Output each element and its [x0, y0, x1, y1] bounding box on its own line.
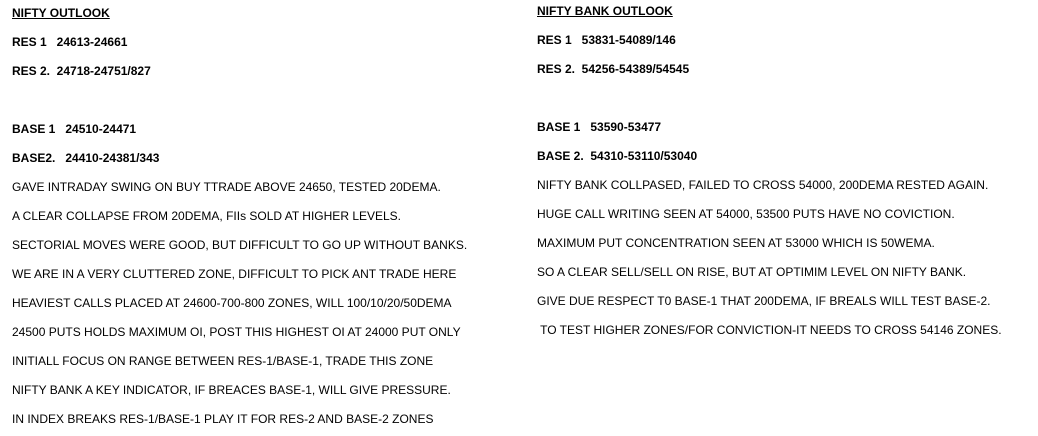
nifty-note: NIFTY BANK A KEY INDICATOR, IF BREACES BASE-1, WILL GIVE PRESSURE. — [12, 383, 451, 397]
nifty-note: A CLEAR COLLAPSE FROM 20DEMA, FIIs SOLD AT HIGHER LEVELS. — [12, 209, 402, 223]
bank-note: HUGE CALL WRITING SEEN AT 54000, 53500 PUTS HAVE NO COVICTION. — [537, 207, 955, 221]
nifty-base2: BASE2. 24410-24381/343 — [12, 151, 160, 165]
nifty-note: GAVE INTRADAY SWING ON BUY TTRADE ABOVE 24650, TESTED 20DEMA. — [12, 180, 441, 194]
nifty-note: SECTORIAL MOVES WERE GOOD, BUT DIFFICULT TO GO UP WITHOUT BANKS. — [12, 238, 468, 252]
bank-note: SO A CLEAR SELL/SELL ON RISE, BUT AT OPTIMIM LEVEL ON NIFTY BANK. — [537, 265, 967, 279]
bank-outlook-title: NIFTY BANK OUTLOOK — [537, 4, 673, 18]
bank-note: NIFTY BANK COLLPASED, FAILED TO CROSS 54000, 200DEMA RESTED AGAIN. — [537, 178, 989, 192]
nifty-outlook-title: NIFTY OUTLOOK — [12, 6, 110, 20]
nifty-res2: RES 2. 24718-24751/827 — [12, 64, 151, 78]
nifty-note: 24500 PUTS HOLDS MAXIMUM OI, POST THIS HIGHEST OI AT 24000 PUT ONLY — [12, 325, 461, 339]
nifty-note: INITIALL FOCUS ON RANGE BETWEEN RES-1/BASE-1, TRADE THIS ZONE — [12, 354, 434, 368]
bank-note: TO TEST HIGHER ZONES/FOR CONVICTION-IT NEEDS TO CROSS 54146 ZONES. — [537, 323, 1002, 337]
bank-note: GIVE DUE RESPECT T0 BASE-1 THAT 200DEMA, IF BREALS WILL TEST BASE-2. — [537, 294, 991, 308]
bank-base1: BASE 1 53590-53477 — [537, 120, 662, 134]
nifty-note: WE ARE IN A VERY CLUTTERED ZONE, DIFFICULT TO PICK ANT TRADE HERE — [12, 267, 457, 281]
nifty-note: HEAVIEST CALLS PLACED AT 24600-700-800 ZONES, WILL 100/10/20/50DEMA — [12, 296, 452, 310]
nifty-note: IN INDEX BREAKS RES-1/BASE-1 PLAY IT FOR RES-2 AND BASE-2 ZONES — [12, 412, 434, 426]
nifty-res1: RES 1 24613-24661 — [12, 35, 128, 49]
bank-note: MAXIMUM PUT CONCENTRATION SEEN AT 53000 WHICH IS 50WEMA. — [537, 236, 935, 250]
bank-res1: RES 1 53831-54089/146 — [537, 33, 676, 47]
bank-base2: BASE 2. 54310-53110/53040 — [537, 149, 698, 163]
nifty-base1: BASE 1 24510-24471 — [12, 122, 137, 136]
bank-res2: RES 2. 54256-54389/54545 — [537, 62, 690, 76]
